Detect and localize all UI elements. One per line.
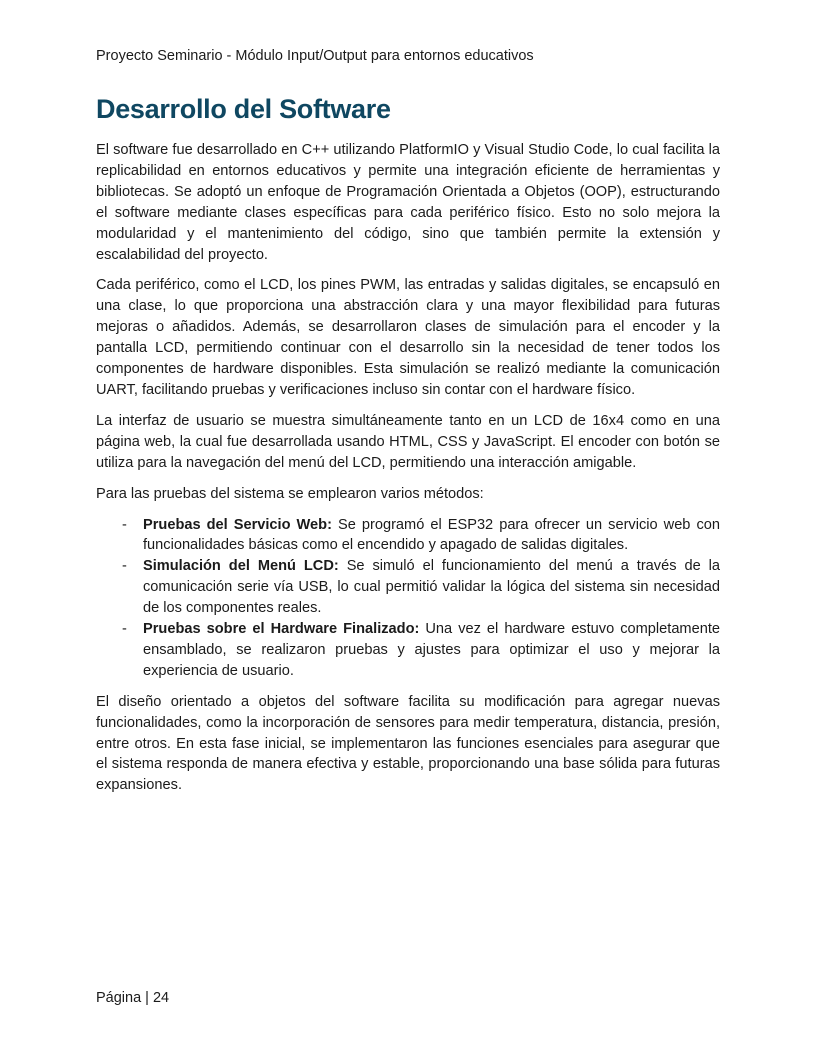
list-item-text: Se simuló el funcionamiento del menú a través de la comunicación serie vía USB, lo cual permitió validar la lógica del sistema sin necesidad de los componentes reales. <box>143 558 720 617</box>
paragraph-tests-lead-in: Para las pruebas del sistema se emplearon varios métodos: <box>96 485 484 502</box>
list-item <box>96 515 720 557</box>
list-item <box>96 556 720 619</box>
list-marker: - <box>122 558 127 575</box>
test-methods-list <box>96 515 720 682</box>
paragraph-intro: El software fue desarrollado en C++ utilizando PlatformIO y Visual Studio Code, lo cual facilita la replicabilidad en entornos educativos y permite una integración eficiente de herramientas y bibliotecas. Se adoptó un enfoque de Programación Orientada a Objetos (OOP), estructurando el software mediante clases específicas para cada periférico físico. Esto no solo mejora la modularidad y el mantenimiento del código, sino que también permite la extensión y escalabilidad del proyecto. <box>96 142 720 263</box>
document-header: Proyecto Seminario - Módulo Input/Output para entornos educativos <box>96 48 534 64</box>
paragraph-interface: La interfaz de usuario se muestra simultáneamente tanto en un LCD de 16x4 como en una página web, la cual fue desarrollada usando HTML, CSS y JavaScript. El encoder con botón se utiliza para la navegación del menú del LCD, permitiendo una interacción amigable. <box>96 412 720 471</box>
list-item-text: Una vez el hardware estuvo completamente ensamblado, se realizaron pruebas y ajustes para optimizar el uso y mejorar la experiencia de usuario. <box>143 621 720 679</box>
list-item-text: Se programó el ESP32 para ofrecer un servicio web con funcionalidades básicas como el encendido y apagado de salidas digitales. <box>143 516 720 554</box>
paragraph-conclusion: El diseño orientado a objetos del software facilita su modificación para agregar nuevas funcionalidades, como la incorporación de sensores para medir temperatura, distancia, presión, entre otros. En esta fase inicial, se implementaron las funciones esenciales para asegurar que el sistema responda de manera efectiva y estable, proporcionando una base sólida para futuras expansiones. <box>96 693 720 794</box>
list-item-label: Simulación del Menú LCD: <box>143 558 339 575</box>
page-title: Desarrollo del Software <box>96 94 391 124</box>
list-item-label: Pruebas del Servicio Web: <box>143 516 332 533</box>
list-marker: - <box>122 516 127 533</box>
list-marker: - <box>122 621 127 638</box>
list-item-label: Pruebas sobre el Hardware Finalizado: <box>143 621 420 638</box>
paragraph-peripherals: Cada periférico, como el LCD, los pines PWM, las entradas y salidas digitales, se encapsuló en una clase, lo que proporciona una abstracción clara y una mayor flexibilidad para futuras mejoras o añadidos. Además, se desarrollaron clases de simulación para el encoder y la pantalla LCD, permitiendo continuar con el desarrollo sin la necesidad de tener todos los componentes de hardware disponibles. Esta simulación se realizó mediante la comunicación UART, facilitando pruebas y verificaciones incluso sin contar con el hardware físico. <box>96 277 720 398</box>
page-footer: Página | 24 <box>96 990 170 1006</box>
list-item <box>96 619 720 682</box>
